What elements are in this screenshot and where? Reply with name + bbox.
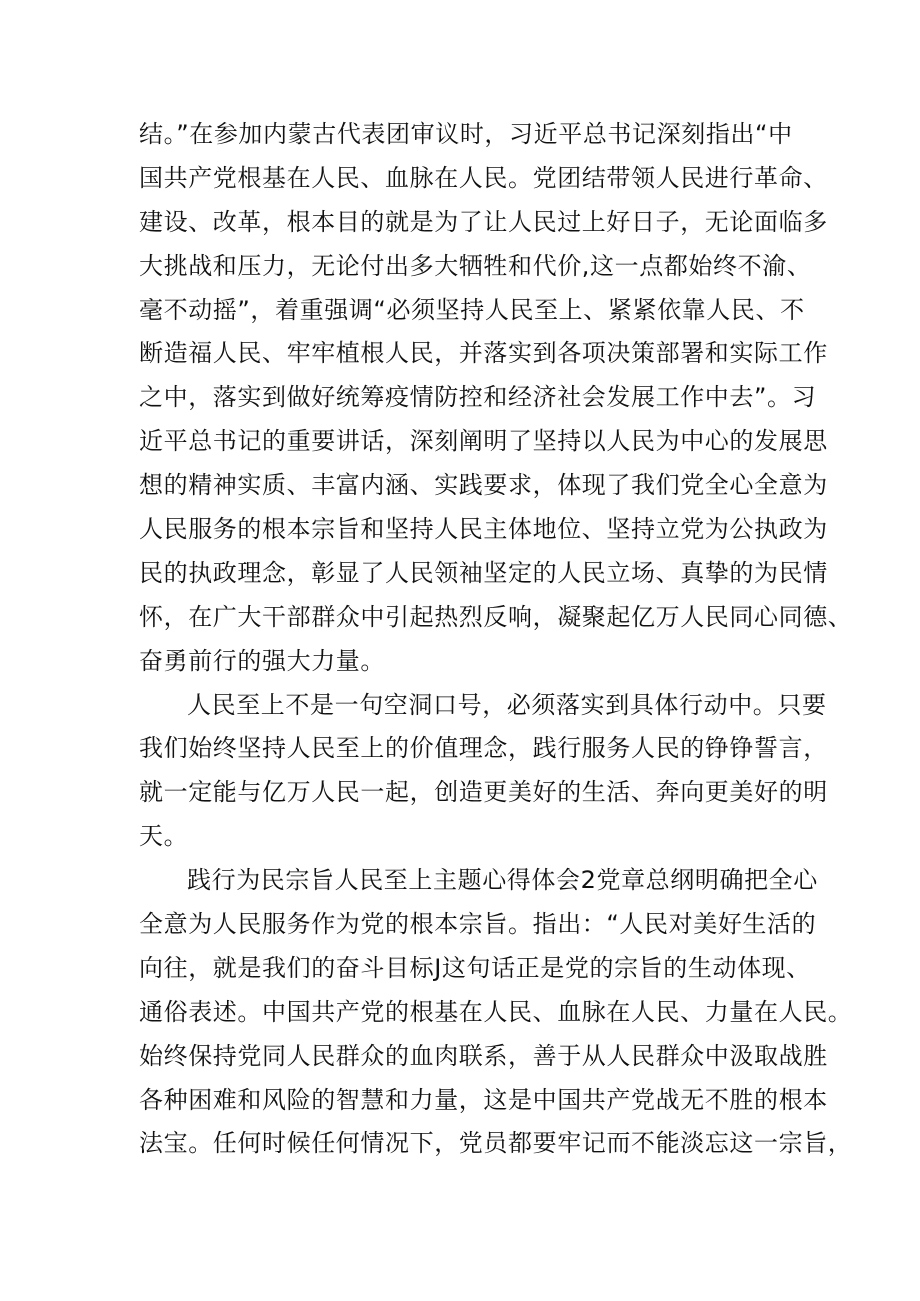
text-line: 之中，落实到做好统筹疫情防控和经济社会发展工作中去”。习 <box>139 383 817 412</box>
paragraph-2 <box>139 684 828 860</box>
text-line: 民的执政理念，彰显了人民领袖坚定的人民立场、真挚的为民情 <box>139 558 828 587</box>
text-line: 始终保持党同人民群众的血肉联系，善于从人民群众中汲取战胜 <box>139 1041 828 1070</box>
paragraph-3 <box>139 859 853 1166</box>
text-line: 各种困难和风险的智慧和力量，这是中国共产党战无不胜的根本 <box>139 1085 828 1114</box>
text-line: 毫不动摇”，着重强调“必须坚持人民至上、紧紧依靠人民、不 <box>139 295 805 324</box>
text-line: 奋勇前行的强大力量。 <box>139 646 385 675</box>
document-body <box>139 113 853 1166</box>
text-line: 近平总书记的重要讲话，深刻阐明了坚持以人民为中心的发展思 <box>139 427 828 456</box>
text-line: 怀，在广大干部群众中引起热烈反响，凝聚起亿万人民同心同德、 <box>139 602 853 631</box>
text-line: 践行为民宗旨人民至上主题心得体会2党章总纲明确把全心 <box>187 866 818 895</box>
text-line: 法宝。任何时候任何情况下，党员都要牢记而不能淡忘这一宗旨， <box>139 1129 853 1158</box>
text-line: 结。”在参加内蒙古代表团审议时，习近平总书记深刻指出“中 <box>139 120 793 148</box>
text-line: 建设、改革，根本目的就是为了让人民过上好日子，无论面临多 <box>139 207 828 236</box>
text-line: 通俗表述。中国共产党的根基在人民、血脉在人民、力量在人民。 <box>139 997 853 1026</box>
text-line: 人民服务的根本宗旨和坚持人民主体地位、坚持立党为公执政为 <box>139 515 828 544</box>
text-line: 大挑战和压力，无论付出多大牺牲和代价,这一点都始终不渝、 <box>139 251 812 280</box>
text-line: 国共产党根基在人民、血脉在人民。党团结带领人民进行革命、 <box>139 163 828 192</box>
text-line: 全意为人民服务作为党的根本宗旨。指出：“人民对美好生活的 <box>139 910 817 939</box>
text-line: 就一定能与亿万人民一起，创造更美好的生活、奔向更美好的明 <box>139 778 828 807</box>
text-line: 断造福人民、牢牢植根人民，并落实到各项决策部署和实际工作 <box>139 339 828 368</box>
text-line: 想的精神实质、丰富内涵、实践要求，体现了我们党全心全意为 <box>139 471 828 500</box>
text-line: 天。 <box>139 822 189 851</box>
text-line: 人民至上不是一句空洞口号，必须落实到具体行动中。只要 <box>187 690 827 719</box>
text-line: 向往，就是我们的奋斗目标J这句话正是党的宗旨的生动体现、 <box>139 953 811 982</box>
text-line: 我们始终坚持人民至上的价值理念，践行服务人民的铮铮誓言， <box>139 734 828 763</box>
paragraph-1 <box>139 113 853 684</box>
